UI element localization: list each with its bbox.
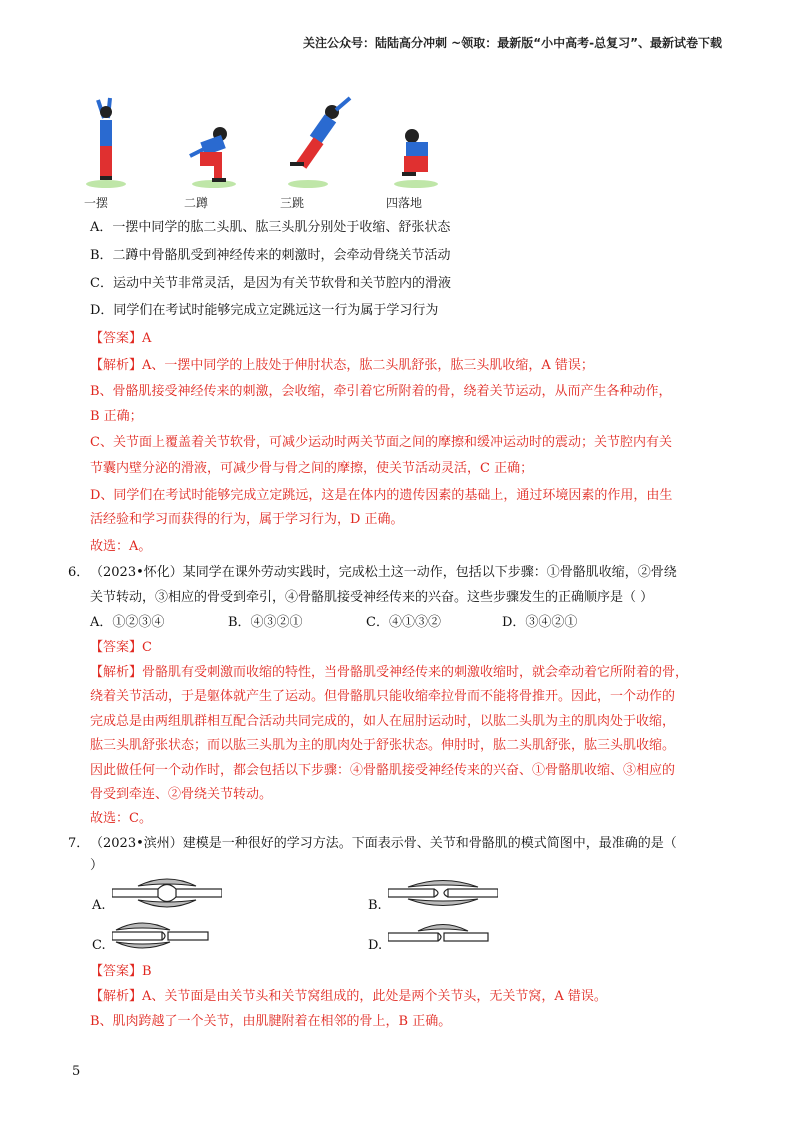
q7-option-c-label: C. [92, 938, 106, 953]
q5-analysis-7: 活经验和学习而获得的行为，属于学习行为，D 正确。 [90, 512, 404, 527]
q7-diagram-b [388, 876, 498, 910]
figure-label-3: 三跳 [280, 196, 305, 210]
q6-analysis-5: 因此做任何一个动作时，都会包括以下步骤：④骨骼肌接受神经传来的兴奋、①骨骼肌收缩、③相应的 [90, 763, 676, 778]
q6-option-d: D．③④②① [502, 615, 578, 630]
q6-stem-1: （2023•怀化）某同学在课外劳动实践时，完成松土这一动作，包括以下步骤：①骨骼肌收缩，②骨绕 [90, 565, 677, 580]
q6-analysis-4: 肱三头肌舒张状态；而以肱三头肌为主的肌肉处于舒张状态。伸肘时，肱二头肌舒张，肱三头肌收缩。 [90, 738, 676, 753]
q5-option-b: B．二蹲中骨骼肌受到神经传来的刺激时，会牵动骨绕关节活动 [90, 248, 451, 263]
q7-diagram-a [112, 876, 222, 910]
q5-choice: 故选：A。 [90, 539, 152, 554]
q5-option-d: D．同学们在考试时能够完成立定跳远这一行为属于学习行为 [90, 303, 439, 318]
q5-answer: 【答案】A [90, 331, 152, 346]
long-jump-figure [84, 90, 464, 220]
q6-option-c: C．④①③② [366, 615, 441, 630]
q5-option-c: C．运动中关节非常灵活，是因为有关节软骨和关节腔内的滑液 [90, 276, 451, 291]
q7-option-a-label: A. [92, 898, 106, 913]
q5-analysis-2: B、骨骼肌接受神经传来的刺激，会收缩，牵引着它所附着的骨，绕着关节运动，从而产生各种动作， [90, 384, 672, 399]
q7-answer: 【答案】B [90, 964, 152, 979]
q6-number: 6． [68, 565, 90, 580]
q5-option-a: A．一摆中同学的肱二头肌、肱三头肌分别处于收缩、舒张状态 [90, 220, 451, 235]
q6-option-b: B．④③②① [228, 615, 303, 630]
figure-label-4: 四落地 [386, 196, 423, 210]
q7-option-b-label: B. [368, 898, 382, 913]
q7-option-d-label: D. [368, 938, 383, 953]
q5-analysis-3: B 正确； [90, 409, 143, 424]
q6-analysis-1: 【解析】骨骼肌有受刺激而收缩的特性，当骨骼肌受神经传来的刺激收缩时，就会牵动着它所附着的骨， [90, 665, 689, 680]
q6-analysis-3: 完成总是由两组肌群相互配合活动共同完成的，如人在屈肘运动时，以肱二头肌为主的肌肉处于收缩， [90, 714, 676, 729]
q7-diagram-d [388, 918, 498, 952]
q6-stem-2: 关节转动，③相应的骨受到牵引，④骨骼肌接受神经传来的兴奋。这些步骤发生的正确顺序是（ ） [90, 590, 654, 605]
q6-option-a: A．①②③④ [90, 615, 165, 630]
q7-stem-2: ） [90, 858, 104, 873]
q6-analysis-6: 骨受到牵连、②骨绕关节转动。 [90, 787, 273, 802]
q5-analysis-4: C、关节面上覆盖着关节软骨，可减少运动时两关节面之间的摩擦和缓冲运动时的震动；关节腔内有关 [90, 435, 672, 450]
q7-analysis-1: 【解析】A、关节面是由关节头和关节窝组成的，此处是两个关节头，无关节窝，A 错误。 [90, 989, 607, 1004]
q6-choice: 故选：C。 [90, 811, 152, 826]
figure-label-1: 一摆 [84, 196, 109, 210]
q7-analysis-2: B、肌肉跨越了一个关节，由肌腱附着在相邻的骨上，B 正确。 [90, 1014, 452, 1029]
q5-analysis-5: 节囊内壁分泌的滑液，可减少骨与骨之间的摩擦，使关节活动灵活，C 正确； [90, 461, 534, 476]
page-number: 5 [72, 1064, 81, 1079]
q7-number: 7． [68, 836, 90, 851]
figure-landing [386, 90, 466, 220]
q6-answer: 【答案】C [90, 640, 152, 655]
q5-analysis-1: 【解析】A、一摆中同学的上肢处于伸肘状态，肱二头肌舒张，肱三头肌收缩，A 错误； [90, 358, 594, 373]
q6-analysis-2: 绕着关节活动，于是躯体就产生了运动。但骨骼肌只能收缩牵拉骨而不能将骨推开。因此，一个动作的 [90, 689, 676, 704]
q7-diagram-c [112, 918, 222, 952]
figure-swing [84, 90, 164, 220]
page-header: 关注公众号：陆陆高分冲刺 ~领取：最新版“小中高考-总复习”、最新试卷下载 [303, 36, 722, 50]
figure-squat [184, 90, 264, 220]
figure-label-2: 二蹲 [184, 196, 209, 210]
q5-analysis-6: D、同学们在考试时能够完成立定跳远，这是在体内的遗传因素的基础上，通过环境因素的作用，由生 [90, 488, 673, 503]
figure-jump [280, 90, 360, 220]
q7-stem-1: （2023•滨州）建模是一种很好的学习方法。下面表示骨、关节和骨骼肌的模式简图中，最准确的是（ [90, 836, 677, 851]
